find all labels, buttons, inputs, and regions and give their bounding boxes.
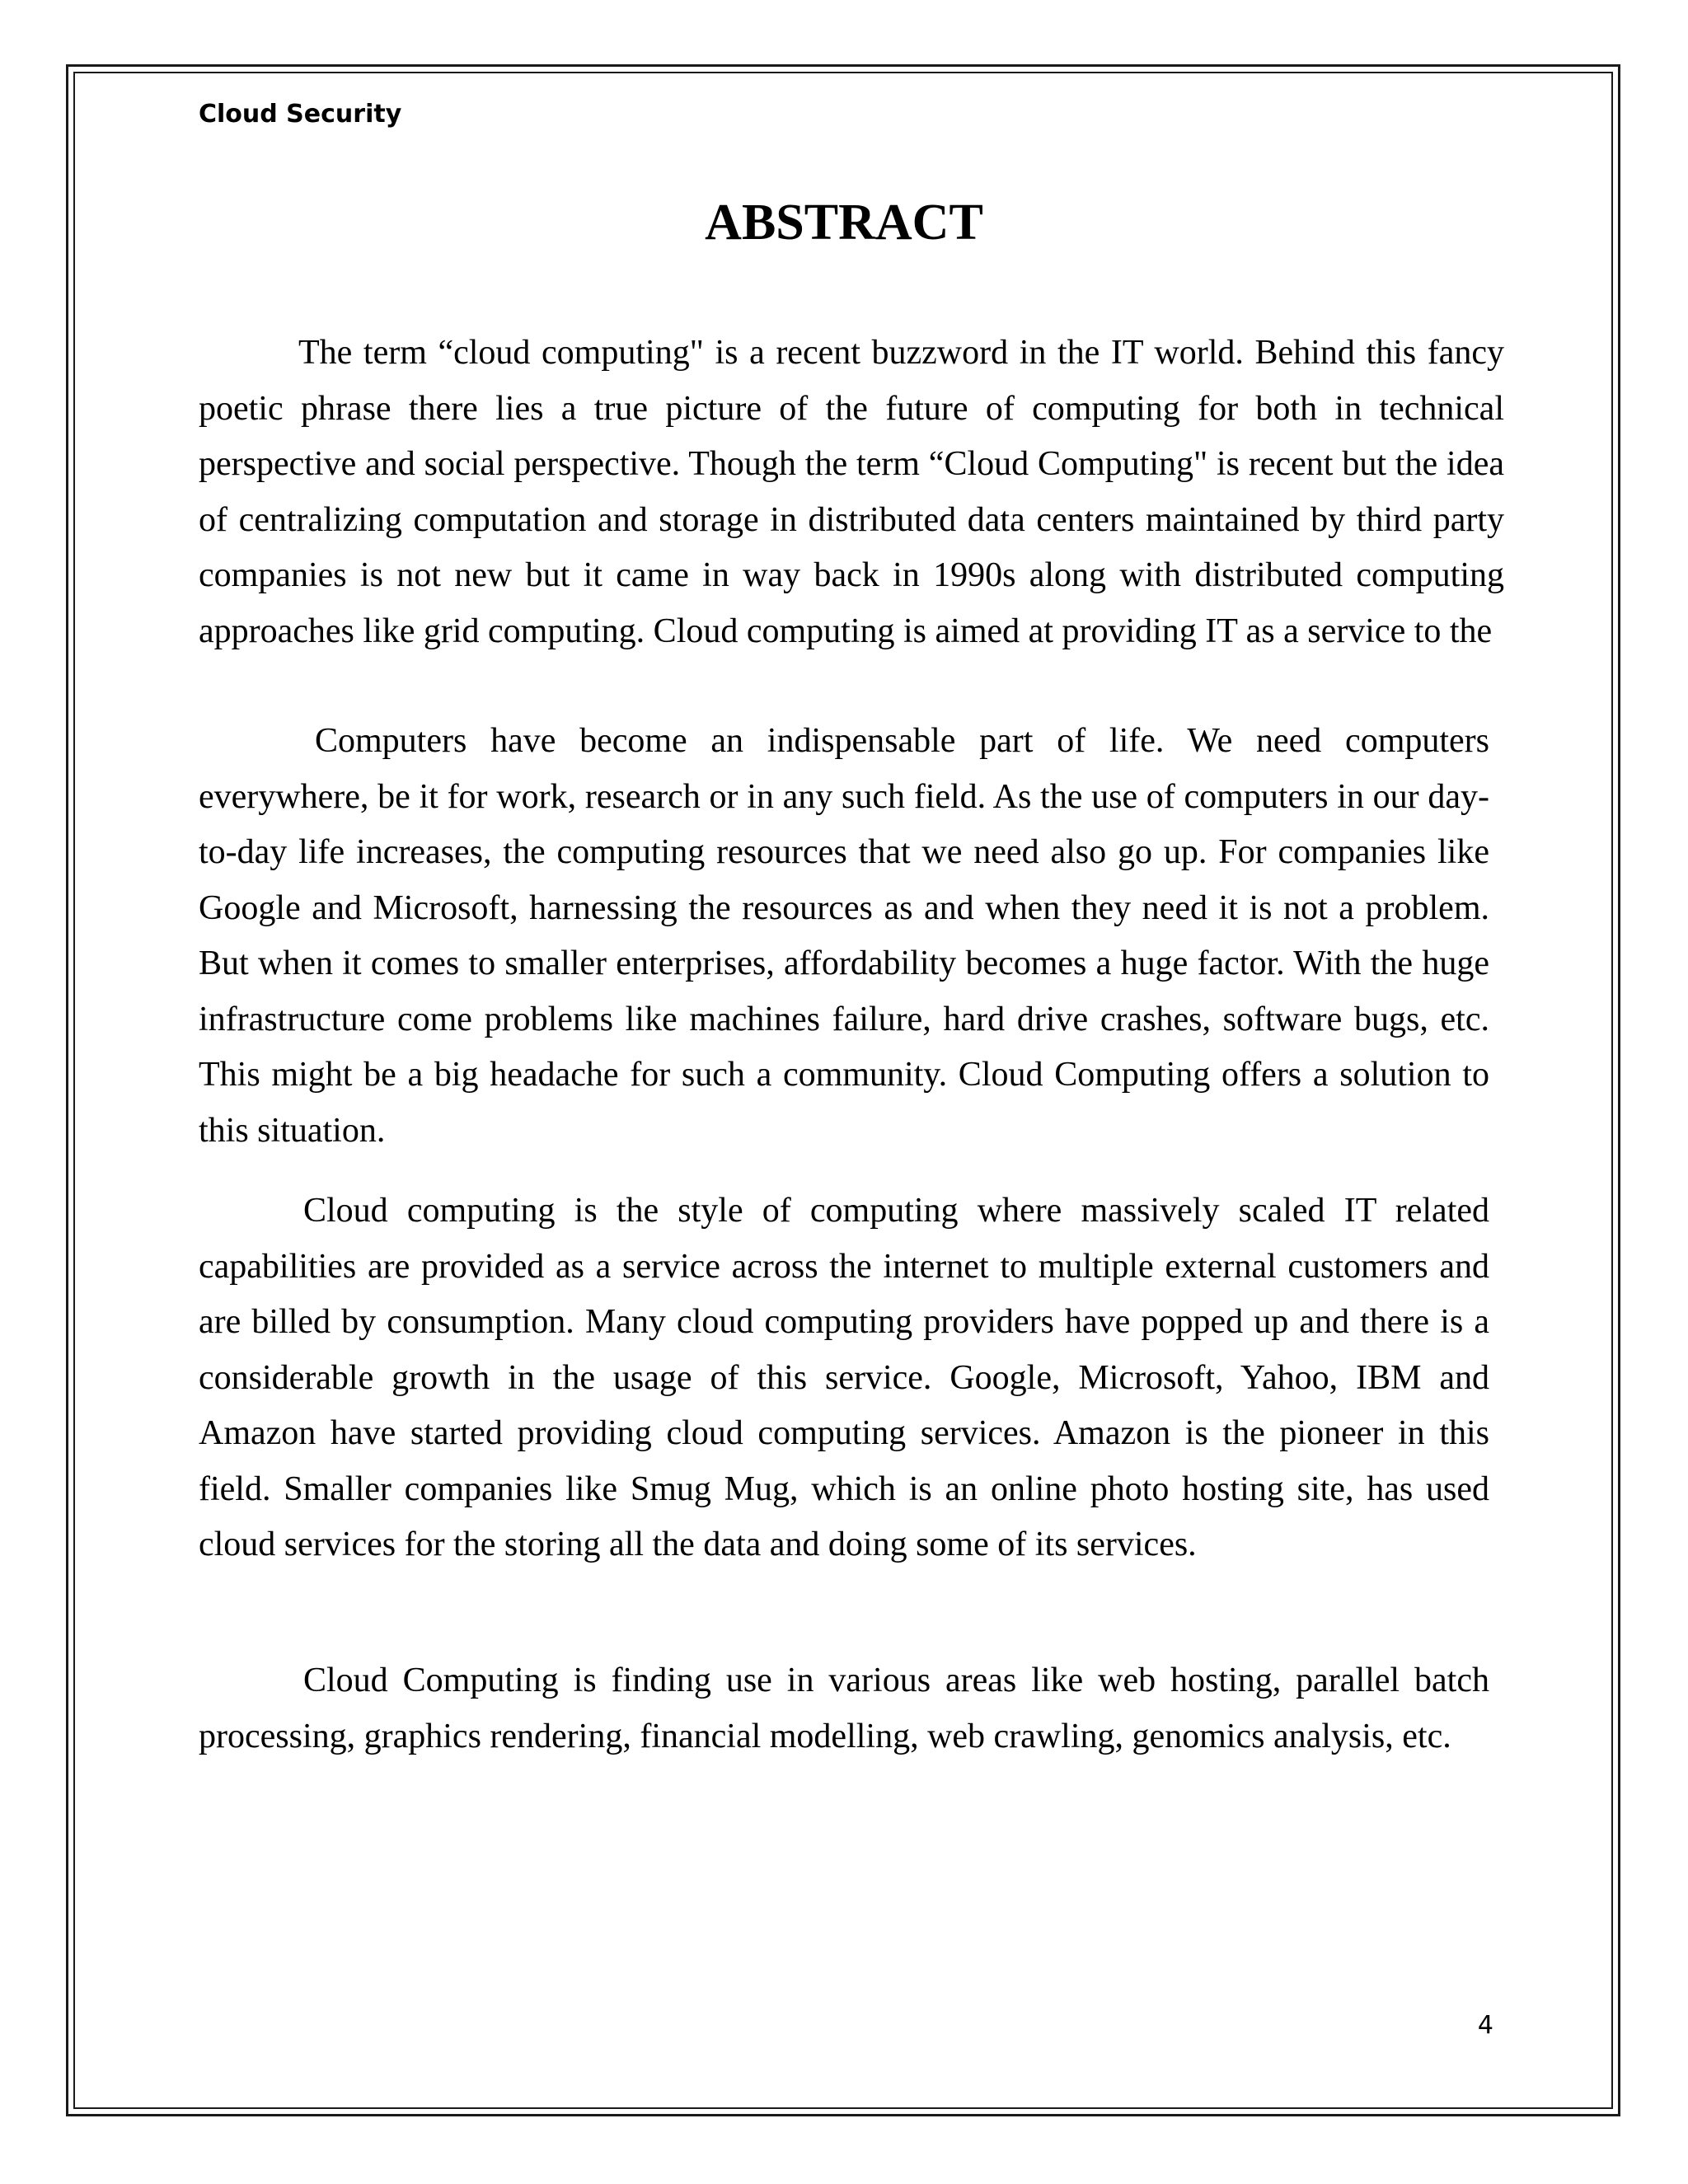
page-number: 4 (1477, 2011, 1493, 2040)
paragraph-2: Computers have become an indispensable part of life. We need computers everywhere, be it for work, research or in any such field. As the use of computers in our day-to-day life increases, the computing resources that we need also go up. For companies like Google and Microsoft, harnessing the resources as and when they need it is not a problem. But when it comes to smaller enterprises, affordability becomes a huge factor. With the huge infrastructure come problems like machines failure, hard drive crashes, software bugs, etc. This might be a big headache for such a community. Cloud Computing offers a solution to this situation. (199, 722, 1489, 1150)
paragraph-3: Cloud computing is the style of computing where massively scaled IT related capabilities are provided as a service across the internet to multiple external customers and are billed by consumption. Many cloud computing providers have popped up and there is a considerable growth in the usage of this service. Google, Microsoft, Yahoo, IBM and Amazon have started providing cloud computing services. Amazon is the pioneer in this field. Smaller companies like Smug Mug, which is an online photo hosting site, has used cloud services for the storing all the data and doing some of its services. (199, 1192, 1489, 1563)
paragraph-4: Cloud Computing is finding use in various areas like web hosting, parallel batch processing, graphics rendering, financial modelling, web crawling, genomics analysis, etc. (199, 1661, 1489, 1755)
running-header: Cloud Security (199, 100, 402, 129)
page-title: ABSTRACT (705, 194, 983, 251)
paragraph-1: The term “cloud computing" is a recent buzzword in the IT world. Behind this fancy poetic phrase there lies a true picture of the future of computing for both in technical perspective and social perspective. Though the term “Cloud Computing" is recent but the idea of centralizing computation and storage in distributed data centers maintained by third party companies is not new but it came in way back in 1990s along with distributed computing approaches like grid computing. Cloud computing is aimed at providing IT as a service to the (199, 334, 1504, 650)
